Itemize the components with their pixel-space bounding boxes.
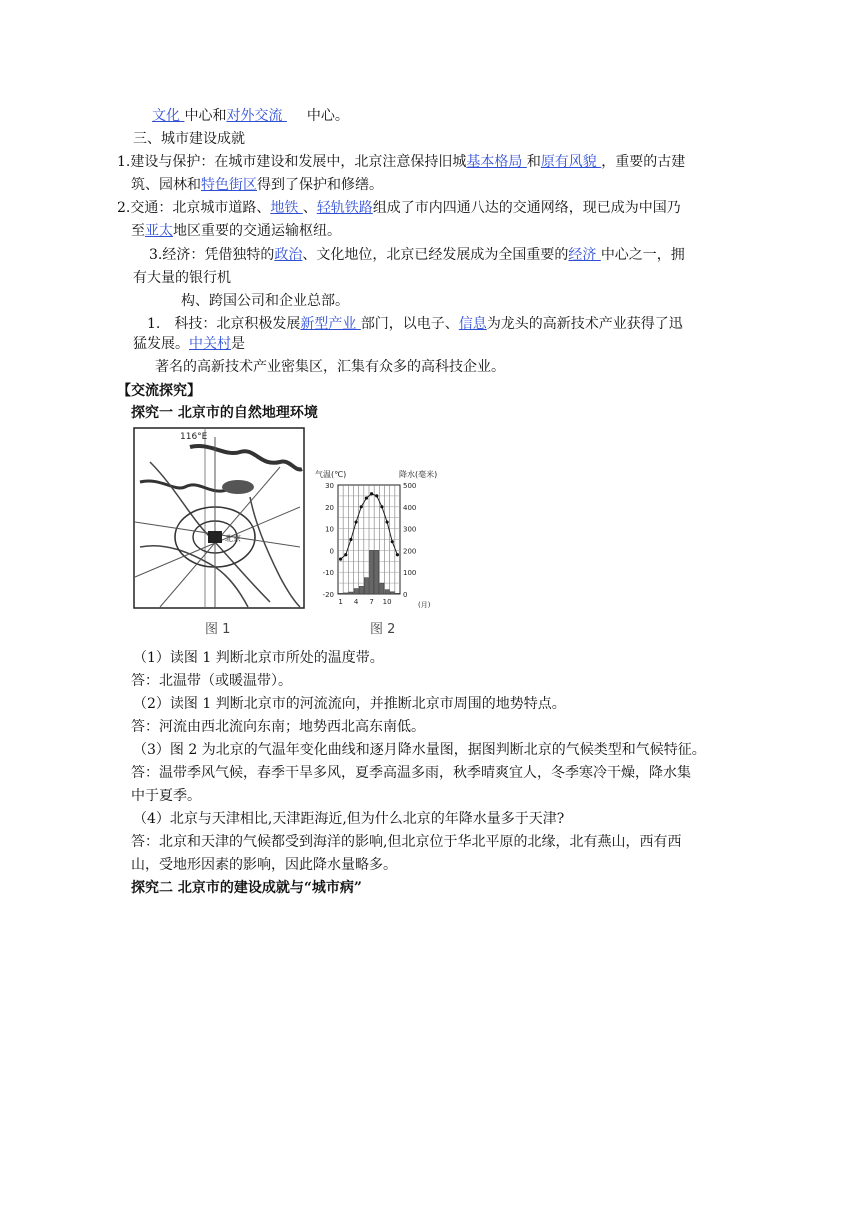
text-span: 交通：北京城市道路、	[130, 200, 271, 216]
question-4: （4）北京与天津相比,天津距海近,但为什么北京的年降水量多于天津?	[133, 811, 565, 827]
month-tick-label: 10	[382, 598, 392, 606]
precip-bar	[354, 589, 358, 594]
precip-tick-label: 100	[403, 569, 417, 578]
temp-point	[385, 520, 388, 523]
blank-light-rail[interactable]: 轻轨铁路	[316, 200, 373, 216]
precip-bar	[370, 550, 374, 594]
blank-information[interactable]: 信息	[458, 316, 487, 332]
precip-bar	[385, 590, 389, 594]
text-span: 为龙头的高新技术产业获得了迅	[486, 316, 683, 332]
figure1-caption: 图 1	[205, 622, 231, 637]
figures-svg	[130, 427, 452, 639]
temp-point	[391, 540, 394, 543]
text-span: 筑、园林和	[131, 177, 201, 193]
precip-bar	[395, 593, 399, 594]
para-tech-l2	[133, 334, 245, 354]
text-span: 组成了市内四通八达的交通网络，现已成为中国乃	[372, 200, 681, 216]
line-culture-center	[152, 106, 349, 126]
reservoir	[222, 480, 254, 494]
city-label: 北京	[225, 534, 241, 543]
text-span: 、	[302, 200, 317, 216]
blank-economy[interactable]: 经济	[568, 247, 601, 263]
chart-grid	[338, 485, 400, 594]
month-unit-label: (月)	[418, 601, 431, 609]
temp-axis-title: 气温(℃)	[315, 470, 347, 479]
precip-bar	[359, 586, 363, 594]
temp-point	[360, 505, 363, 508]
precip-bar	[390, 592, 394, 594]
para-tech	[147, 314, 683, 334]
month-tick-label: 4	[353, 598, 359, 606]
temp-tick-label: 10	[325, 525, 334, 534]
text-span: 是	[231, 336, 245, 352]
answer-3-line2: 中于夏季。	[131, 788, 201, 804]
temp-tick-label: 0	[329, 547, 334, 556]
text-span: 和	[526, 154, 541, 170]
question-1: （1）读图 1 判断北京市所处的温度带。	[133, 650, 384, 666]
precip-tick-label: 300	[403, 525, 417, 534]
list-number: 2.	[117, 200, 131, 216]
para-transport-l2	[131, 221, 341, 241]
inquiry1-title: 探究一 北京市的自然地理环境	[131, 405, 318, 421]
blank-subway[interactable]: 地铁	[270, 200, 303, 216]
figures-panel	[130, 427, 452, 639]
blank-new-industry[interactable]: 新型产业	[300, 316, 361, 332]
blank-basic-layout[interactable]: 基本格局	[466, 154, 527, 170]
text-span: 地区重要的交通运输枢纽。	[173, 223, 341, 239]
temp-point	[365, 496, 368, 499]
question-3: （3）图 2 为北京的气温年变化曲线和逐月降水量图，据图判断北京的气候类型和气候特征。	[133, 742, 706, 758]
temp-point	[375, 494, 378, 497]
para-construction	[117, 152, 685, 172]
precip-bar	[349, 592, 353, 594]
precip-tick-label: 500	[403, 482, 417, 490]
precip-tick-label: 200	[403, 547, 417, 556]
answer-2: 答：河流由西北流向东南；地势西北高东南低。	[131, 719, 425, 735]
para-transport	[117, 198, 681, 218]
text-span: 中心。	[306, 108, 349, 124]
blank-culture[interactable]: 文化	[152, 108, 185, 124]
temp-tick-label: 30	[325, 482, 334, 490]
precip-tick-label: 0	[403, 591, 408, 599]
para-tech-l3: 著名的高新技术产业密集区，汇集有众多的高科技企业。	[155, 359, 505, 375]
answer-3-line1: 答：温带季风气候，春季干旱多风，夏季高温多雨，秋季晴爽宜人，冬季寒冷干燥，降水集	[131, 765, 691, 781]
list-number: 1.	[147, 316, 161, 332]
temp-point	[380, 505, 383, 508]
precip-tick-label: 400	[403, 503, 417, 512]
text-span: 中心之一，拥	[600, 247, 685, 263]
list-number: 1.	[117, 154, 131, 170]
text-span: ，重要的古建	[601, 154, 686, 170]
blank-featured-streets[interactable]: 特色街区	[201, 177, 257, 193]
month-tick-label: 1	[338, 598, 343, 606]
answer-1: 答：北温带（或暖温带）。	[131, 673, 292, 689]
month-tick-label: 7	[369, 598, 374, 606]
figure2-caption: 图 2	[370, 622, 396, 637]
precip-bar	[375, 550, 379, 594]
city-marker	[208, 531, 222, 543]
blank-asia-pacific[interactable]: 亚太	[145, 223, 173, 239]
blank-original-style[interactable]: 原有风貌	[540, 154, 602, 170]
para-economy-l2: 有大量的银行机	[133, 270, 231, 286]
text-span: 中心和	[184, 108, 227, 124]
precip-bar	[339, 593, 343, 594]
para-economy-l3: 构、跨国公司和企业总部。	[181, 293, 349, 309]
inquiry2-title: 探究二 北京市的建设成就与“城市病”	[131, 880, 362, 896]
temp-point	[370, 492, 373, 495]
text-span: 部门，以电子、	[360, 316, 459, 332]
blank-zhongguancun[interactable]: 中关村	[189, 336, 231, 352]
precip-axis-title: 降水(毫米)	[399, 470, 438, 479]
text-span: 3.经济：凭借独特的	[149, 247, 275, 263]
map-frame	[134, 428, 304, 608]
text-span: 、文化地位，北京已经发展成为全国重要的	[302, 247, 569, 263]
precip-bar	[344, 593, 348, 594]
text-span: 得到了保护和修缮。	[257, 177, 383, 193]
temp-point	[344, 553, 347, 556]
text-span: 猛发展。	[133, 336, 189, 352]
text-span: 至	[131, 223, 145, 239]
text-span: 建设与保护：在城市建设和发展中，北京注意保持旧城	[130, 154, 467, 170]
question-2: （2）读图 1 判断北京市的河流流向，并推断北京市周围的地势特点。	[133, 696, 566, 712]
section-heading: 三、城市建设成就	[133, 131, 245, 147]
temp-point	[349, 538, 352, 541]
temp-point	[354, 520, 357, 523]
precip-bar	[364, 578, 368, 594]
answer-4-line1: 答：北京和天津的气候都受到海洋的影响,但北京位于华北平原的北缘，北有燕山，西有西	[131, 834, 682, 850]
temp-point	[339, 558, 342, 561]
longitude-label: 116°E	[180, 432, 208, 442]
figure2-climate-chart	[315, 469, 437, 637]
temp-tick-label: -20	[322, 591, 334, 599]
answer-4-line2: 山，受地形因素的影响，因此降水量略多。	[131, 857, 397, 873]
exchange-title: 【交流探究】	[117, 383, 201, 399]
figure1-map	[134, 428, 304, 637]
text-span: 科技：北京积极发展	[174, 316, 301, 332]
temp-tick-label: -10	[322, 569, 334, 578]
blank-politics[interactable]: 政治	[274, 247, 303, 263]
temp-tick-label: 20	[325, 503, 334, 512]
para-construction-l2	[131, 175, 383, 195]
precip-bar	[380, 583, 384, 594]
blank-foreign-exchange[interactable]: 对外交流	[226, 108, 287, 124]
temp-point	[396, 553, 399, 556]
para-economy	[149, 245, 685, 265]
